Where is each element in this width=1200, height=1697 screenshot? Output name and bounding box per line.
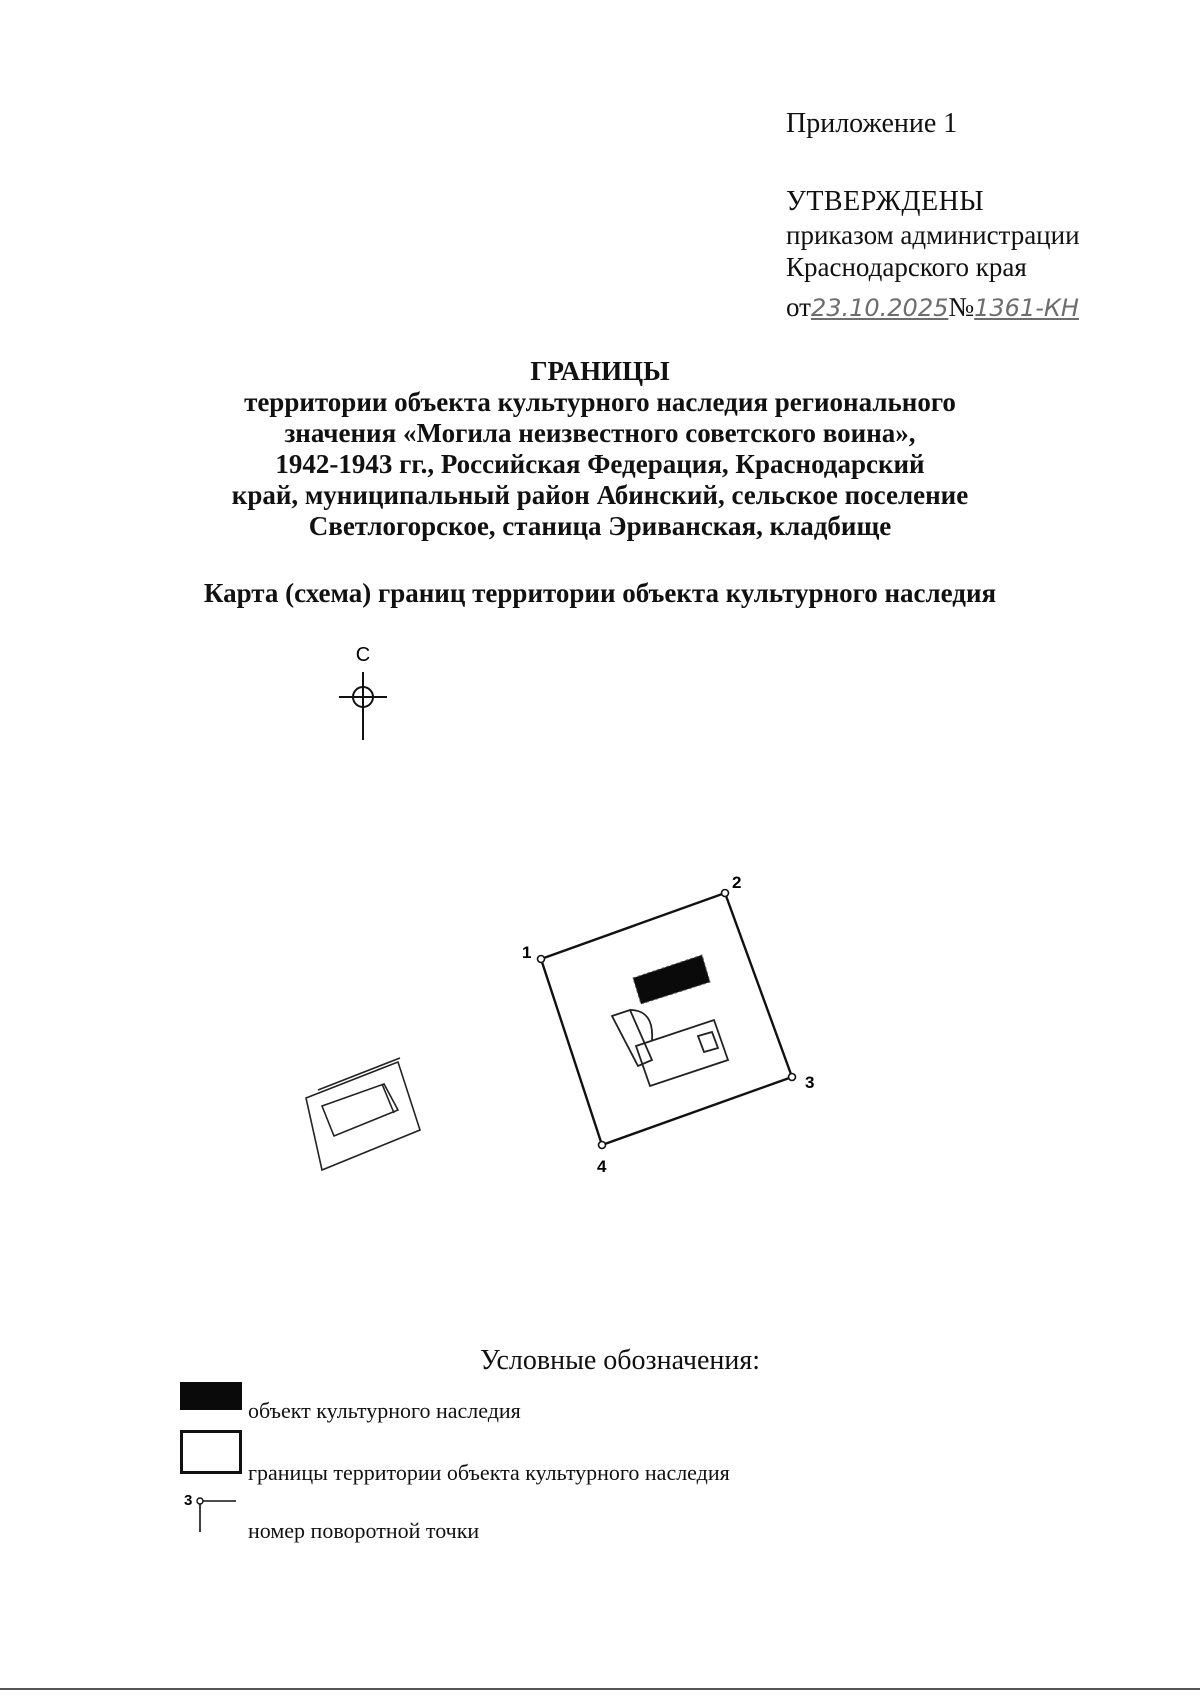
legend-item-heritage: объект культурного наследия (248, 1398, 521, 1423)
turning-point-1 (538, 956, 545, 963)
legend-title: Условные обозначения: (480, 1345, 761, 1376)
title-line-4: край, муниципальный район Абинский, сельское поселение (231, 480, 969, 510)
approved-label: УТВЕРЖДЕНЫ (786, 186, 985, 217)
title-heading: ГРАНИЦЫ (530, 356, 670, 386)
order-line-1: приказом администрации (786, 220, 1080, 250)
title-line-3: 1942-1943 гг., Российская Федерация, Краснодарский (275, 449, 925, 479)
neighbor-structure (306, 1058, 420, 1170)
order-line-2: Краснодарского края (786, 252, 1027, 282)
turning-points (522, 873, 814, 1176)
heritage-object (633, 955, 710, 1004)
title-line-5: Светлогорское, станица Эриванская, кладбище (308, 511, 892, 541)
turning-point-2 (722, 890, 729, 897)
turning-point-3 (789, 1074, 796, 1081)
number-prefix: № (948, 292, 975, 322)
legend-point-label: 3 (184, 1492, 193, 1509)
appendix-label: Приложение 1 (786, 108, 958, 139)
north-arrow-icon (339, 644, 387, 740)
handwritten-number: 1361-КН (974, 294, 1079, 322)
point-label-2: 2 (732, 873, 742, 892)
page-bottom-divider (0, 1688, 1200, 1690)
legend-point-symbol-icon (184, 1492, 236, 1532)
point-label-4: 4 (597, 1157, 607, 1176)
map-caption: Карта (схема) границ территории объекта культурного наследия (203, 578, 997, 608)
point-label-1: 1 (522, 943, 532, 962)
title-line-1: территории объекта культурного наследия регионального (244, 387, 956, 417)
turning-point-4 (599, 1142, 606, 1149)
territory-boundary (541, 893, 792, 1145)
point-label-3: 3 (805, 1073, 815, 1092)
legend-item-boundary: границы территории объекта культурного наследия (248, 1460, 730, 1485)
legend-item-point: номер поворотной точки (248, 1518, 480, 1543)
title-line-2: значения «Могила неизвестного советского воина», (284, 418, 916, 448)
date-prefix: от (786, 292, 811, 322)
handwritten-date: 23.10.2025 (810, 294, 949, 322)
north-label: С (355, 644, 371, 666)
inner-structures (612, 1010, 728, 1086)
legend-boundary-swatch (180, 1430, 242, 1474)
legend-heritage-swatch (180, 1382, 242, 1410)
